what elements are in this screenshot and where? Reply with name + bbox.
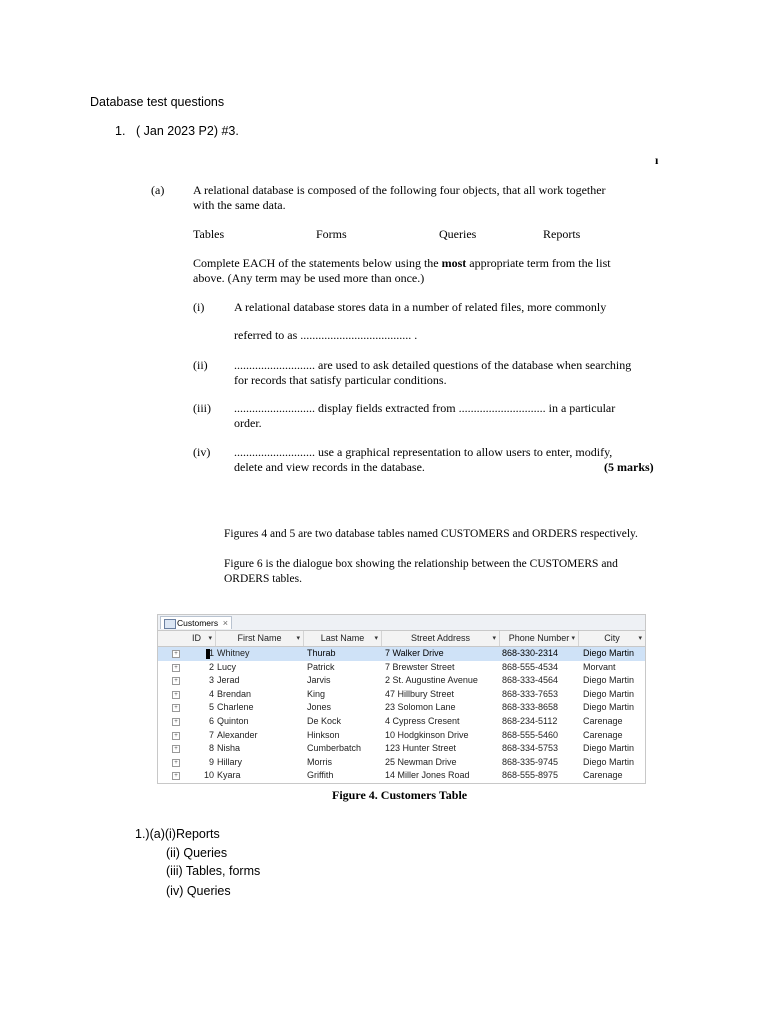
table-cell[interactable]: Charlene (217, 702, 254, 713)
table-row[interactable] (158, 674, 645, 688)
answer-a-iii: (iii) Tables, forms (166, 864, 261, 878)
table-cell[interactable]: Kyara (217, 770, 241, 781)
item-iv-label: (iv) (193, 445, 211, 459)
table-cell[interactable]: Carenage (583, 729, 623, 740)
chevron-down-icon[interactable]: ▾ (374, 635, 378, 642)
part-a-label: (a) (151, 183, 165, 197)
chevron-down-icon[interactable]: ▾ (571, 635, 575, 642)
item-iv-marks: (5 marks) (604, 460, 654, 474)
table-cell[interactable]: Whitney (217, 648, 250, 658)
row-selector[interactable] (158, 769, 186, 783)
table-cell[interactable]: 2 St. Augustine Avenue (385, 675, 478, 686)
row-selector[interactable] (158, 715, 186, 729)
column-header-label: Last Name (320, 633, 365, 643)
row-selector[interactable] (158, 756, 186, 770)
table-cell[interactable]: 868-333-8658 (502, 702, 559, 713)
table-cell[interactable]: Carenage (583, 770, 623, 781)
table-row[interactable] (158, 729, 645, 743)
table-cell[interactable]: Quinton (217, 716, 249, 726)
table-cell[interactable]: De Kock (307, 716, 342, 726)
term-queries: Queries (439, 227, 477, 241)
answer-a-iv: (iv) Queries (166, 884, 231, 898)
row-selector[interactable] (158, 647, 186, 661)
document-heading: Database test questions (90, 95, 225, 109)
expand-icon[interactable]: + (172, 772, 180, 780)
question-label: ( Jan 2023 P2) #3. (136, 124, 239, 138)
chevron-down-icon[interactable]: ▾ (492, 635, 496, 642)
table-cell[interactable]: Jarvis (307, 675, 331, 686)
item-iii-line-1: ........................... display fields extracted from ............................. in a particular (234, 401, 616, 415)
table-cell[interactable]: Carenage (583, 716, 623, 726)
column-header-label: First Name (237, 633, 282, 643)
instructions-emphasis: most (441, 256, 467, 270)
table-icon (164, 619, 176, 629)
term-reports: Reports (543, 227, 581, 241)
item-ii-line-1: ........................... are used to ask detailed questions of the database when searching (234, 358, 632, 372)
answer-a-i: 1.)(a)(i)Reports (135, 827, 220, 841)
table-cell[interactable]: 868-555-4534 (502, 661, 559, 672)
column-header-street-address[interactable] (382, 631, 500, 646)
tab-label: Customers (177, 618, 219, 628)
expand-icon[interactable]: + (172, 745, 180, 753)
item-i-line-2: referred to as ..................................... . (234, 328, 418, 342)
column-header-first-name[interactable] (216, 631, 304, 646)
table-cell[interactable]: 25 Newman Drive (385, 756, 457, 767)
answer-a-ii: (ii) Queries (166, 846, 228, 860)
expand-icon[interactable]: + (172, 704, 180, 712)
table-cell[interactable]: 868-234-5112 (502, 716, 558, 726)
instructions-line-2: above. (Any term may be used more than once.) (193, 271, 425, 285)
figure6-line-2: ORDERS tables. (224, 573, 302, 585)
question-number: 1. (115, 124, 126, 138)
figure-caption: Figure 4. Customers Table (332, 788, 468, 802)
table-cell[interactable]: 23 Solomon Lane (385, 702, 456, 713)
term-forms: Forms (316, 227, 347, 241)
customers-table (157, 614, 646, 784)
figures-intro: Figures 4 and 5 are two database tables named CUSTOMERS and ORDERS respectively. (224, 528, 638, 540)
table-cell[interactable]: Patrick (307, 661, 335, 672)
table-cell[interactable]: 8 (208, 743, 214, 754)
part-a-line-2: with the same data. (193, 198, 286, 212)
table-row[interactable] (158, 647, 645, 661)
item-i-label: (i) (193, 300, 205, 314)
column-header-label: Street Address (410, 633, 471, 643)
table-cell[interactable]: Brendan (217, 688, 252, 699)
expand-icon[interactable]: + (172, 759, 180, 767)
table-cell[interactable]: 4 (208, 688, 214, 699)
table-cell[interactable]: 868-334-5753 (502, 743, 559, 754)
table-cell[interactable]: Diego Martin (583, 675, 635, 686)
table-cell[interactable]: Jones (307, 702, 332, 713)
table-cell[interactable]: 2 (208, 661, 214, 672)
table-cell[interactable]: 5 (208, 702, 214, 713)
table-cell[interactable]: 47 Hillbury Street (385, 688, 455, 699)
item-iii-line-2: order. (234, 416, 262, 430)
table-cell[interactable]: 7 (208, 729, 214, 740)
table-cell[interactable]: Diego Martin (583, 756, 635, 767)
table-cell[interactable]: 9 (208, 756, 214, 767)
table-cell[interactable]: Thurab (307, 648, 336, 658)
table-cell[interactable]: Alexander (217, 729, 258, 740)
chevron-down-icon[interactable]: ▾ (296, 635, 300, 642)
chevron-down-icon[interactable]: ▾ (638, 635, 642, 642)
table-row[interactable] (158, 715, 645, 729)
table-cell[interactable]: 7 Walker Drive (385, 648, 444, 658)
table-cell[interactable]: 3 (208, 675, 214, 686)
table-row[interactable] (158, 742, 645, 756)
close-icon[interactable]: × (222, 618, 228, 628)
expand-icon[interactable]: + (172, 691, 180, 699)
expand-icon[interactable]: + (172, 650, 180, 658)
row-selector[interactable] (158, 701, 186, 715)
table-row[interactable] (158, 661, 645, 675)
table-row[interactable] (158, 688, 645, 702)
table-cell[interactable]: Diego Martin (583, 702, 635, 713)
item-iii-label: (iii) (193, 401, 211, 415)
table-cell[interactable]: 7 Brewster Street (385, 661, 455, 672)
table-cell[interactable]: Cumberbatch (307, 743, 362, 754)
column-header-city[interactable] (579, 631, 645, 646)
expand-icon[interactable]: + (172, 677, 180, 685)
table-cell[interactable]: Hinkson (307, 729, 340, 740)
table-cell[interactable]: 10 Hodgkinson Drive (385, 729, 469, 740)
page-tick-mark: ı (655, 153, 659, 167)
column-header-label: City (604, 633, 620, 643)
column-header-last-name[interactable] (304, 631, 382, 646)
table-cell[interactable]: King (307, 688, 326, 699)
expand-icon[interactable]: + (172, 732, 180, 740)
item-i-line-1: A relational database stores data in a number of related files, more commonly (234, 300, 607, 314)
table-cell[interactable]: Nisha (217, 743, 241, 754)
row-selector[interactable] (158, 674, 186, 688)
item-iv-line-1: ........................... use a graphical representation to allow users to enter, modify, (234, 445, 613, 459)
instructions-text-b: appropriate term from the list (466, 256, 611, 270)
table-cell[interactable]: 868-333-7653 (502, 688, 559, 699)
row-selector[interactable] (158, 729, 186, 743)
item-iv-line-2: delete and view records in the database. (234, 460, 425, 474)
table-cell[interactable]: Morvant (583, 661, 616, 672)
column-header-label: ID (192, 633, 201, 643)
table-cell[interactable]: 868-330-2314 (502, 648, 559, 658)
row-selector[interactable] (158, 742, 186, 756)
item-ii-line-2: for records that satisfy particular conditions. (234, 373, 447, 387)
table-cell[interactable]: 6 (208, 716, 214, 726)
tab-customers[interactable] (160, 616, 232, 629)
figure6-line-1: Figure 6 is the dialogue box showing the relationship between the CUSTOMERS and (224, 558, 618, 570)
expand-icon[interactable]: + (172, 664, 180, 672)
table-cell[interactable]: Morris (307, 756, 332, 767)
table-cell[interactable]: 123 Hunter Street (385, 743, 457, 754)
table-cell[interactable]: 10 (203, 770, 214, 781)
table-cell[interactable]: 868-335-9745 (502, 756, 559, 767)
expand-icon[interactable]: + (172, 718, 180, 726)
part-a-line-1: A relational database is composed of the following four objects, that all work together (193, 183, 606, 197)
table-cell[interactable]: Jerad (217, 675, 240, 686)
chevron-down-icon[interactable]: ▾ (208, 635, 212, 642)
table-cell[interactable]: Lucy (217, 661, 237, 672)
table-cell[interactable]: 1 (208, 648, 214, 658)
item-ii-label: (ii) (193, 358, 208, 372)
table-cell[interactable]: Diego Martin (583, 688, 635, 699)
term-tables: Tables (193, 227, 225, 241)
table-cell[interactable]: 868-555-5460 (502, 729, 559, 740)
table-row[interactable] (158, 756, 645, 770)
column-header-phone-number[interactable] (500, 631, 579, 646)
table-cell[interactable]: 868-555-8975 (502, 770, 559, 781)
table-cell[interactable]: 868-333-4564 (502, 675, 559, 686)
instructions-text-a: Complete EACH of the statements below using the (193, 256, 442, 270)
table-cell[interactable]: 4 Cypress Cresent (385, 716, 460, 726)
table-cell[interactable]: Griffith (307, 770, 334, 781)
table-cell[interactable]: Diego Martin (583, 743, 635, 754)
column-header-id[interactable] (178, 631, 216, 646)
instructions-line-1 (193, 256, 611, 271)
tab-bar (158, 615, 645, 631)
table-header (158, 631, 645, 647)
column-header-label: Phone Number (508, 633, 570, 643)
table-cell[interactable]: 14 Miller Jones Road (385, 770, 470, 781)
table-cell[interactable]: Hillary (217, 756, 243, 767)
table-cell[interactable]: Diego Martin (583, 648, 635, 658)
table-row[interactable] (158, 769, 645, 783)
row-selector[interactable] (158, 688, 186, 702)
table-row[interactable] (158, 701, 645, 715)
row-selector[interactable] (158, 661, 186, 675)
